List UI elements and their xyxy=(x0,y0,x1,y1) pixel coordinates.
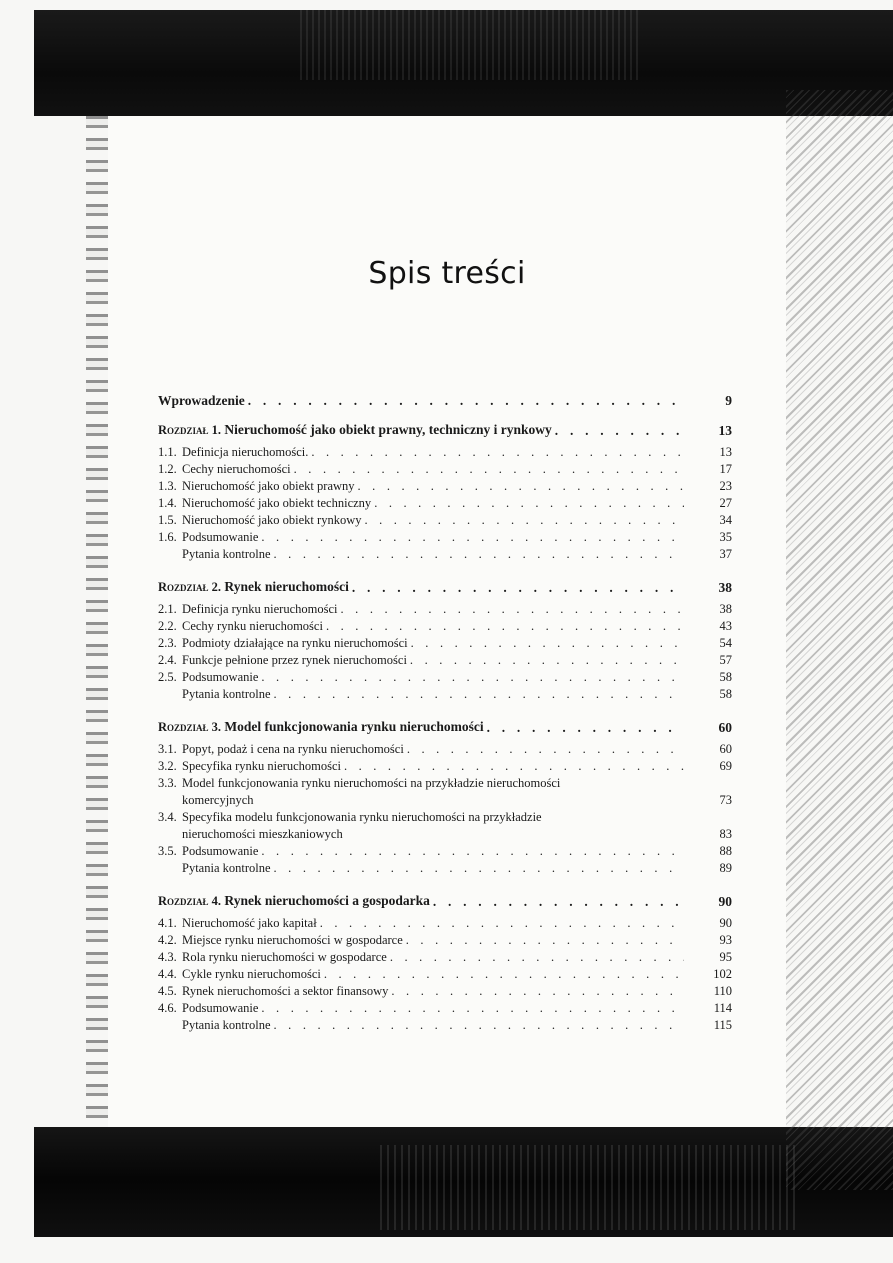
leader-dots xyxy=(320,915,684,932)
entry-number: 1.2. xyxy=(158,462,177,476)
chapter-title: Rynek nieruchomości a gospodarka xyxy=(224,893,430,908)
toc-entry[interactable] xyxy=(158,915,732,932)
entry-title: Nieruchomość jako obiekt rynkowy xyxy=(182,513,362,527)
entry-title: Nieruchomość jako kapitał xyxy=(182,916,317,930)
leader-dots xyxy=(274,686,684,703)
scan-noise-top xyxy=(300,10,640,80)
entry-page: 90 xyxy=(719,916,732,930)
entry-title: Miejsce rynku nieruchomości w gospodarce xyxy=(182,933,403,947)
leader-dots xyxy=(344,758,684,775)
entry-page: 43 xyxy=(719,619,732,633)
toc-questions[interactable] xyxy=(158,546,732,563)
entry-number: 2.4. xyxy=(158,653,177,667)
entry-page: 17 xyxy=(719,462,732,476)
leader-dots xyxy=(261,669,684,686)
questions-page: 115 xyxy=(713,1018,732,1032)
entry-page: 35 xyxy=(719,530,732,544)
entry-number: 1.5. xyxy=(158,513,177,527)
leader-dots xyxy=(390,949,684,966)
leader-dots xyxy=(374,495,684,512)
entry-page: 93 xyxy=(719,933,732,947)
leader-dots xyxy=(341,601,684,618)
leader-dots xyxy=(391,983,684,1000)
toc-entry[interactable] xyxy=(158,932,732,949)
chapter-title: Nieruchomość jako obiekt prawny, techniczny i rynkowy xyxy=(224,422,552,437)
entry-page: 88 xyxy=(719,844,732,858)
toc-entry[interactable] xyxy=(158,601,732,618)
entry-page: 58 xyxy=(719,670,732,684)
entry-number: 1.4. xyxy=(158,496,177,510)
leader-dots xyxy=(311,444,684,461)
entry-number: 2.3. xyxy=(158,636,177,650)
scan-edge-noise xyxy=(786,90,893,1190)
toc-entry[interactable] xyxy=(158,843,732,860)
entry-number: 4.5. xyxy=(158,984,177,998)
entry-number: 2.1. xyxy=(158,602,177,616)
table-of-contents xyxy=(158,392,732,1034)
toc-questions[interactable] xyxy=(158,686,732,703)
toc-entry[interactable] xyxy=(158,669,732,686)
chapter-prefix: Rozdział 2. xyxy=(158,580,222,594)
leader-dots xyxy=(358,478,684,495)
leader-dots xyxy=(407,741,684,758)
entry-page: 57 xyxy=(719,653,732,667)
entry-title: Cechy rynku nieruchomości xyxy=(182,619,323,633)
entry-page: 23 xyxy=(719,479,732,493)
questions-title: Pytania kontrolne xyxy=(182,1018,271,1032)
entry-number: 1.3. xyxy=(158,479,177,493)
leader-dots xyxy=(411,635,684,652)
chapter-page: 90 xyxy=(718,894,732,909)
scan-noise-bottom xyxy=(380,1145,800,1230)
chapter-prefix: Rozdział 4. xyxy=(158,894,222,908)
entry-page: 34 xyxy=(719,513,732,527)
toc-entry[interactable] xyxy=(158,775,732,809)
entry-number: 4.4. xyxy=(158,967,177,981)
entry-page: 13 xyxy=(719,445,732,459)
entry-page: 95 xyxy=(719,950,732,964)
toc-intro-page: 9 xyxy=(725,393,732,408)
entry-title-cont: komercyjnych xyxy=(182,793,254,807)
entry-title: Nieruchomość jako obiekt prawny xyxy=(182,479,355,493)
toc-intro[interactable] xyxy=(158,392,732,409)
leader-dots xyxy=(274,1017,684,1034)
entry-title: Rynek nieruchomości a sektor finansowy xyxy=(182,984,389,998)
entry-title: Definicja nieruchomości. xyxy=(182,445,309,459)
entry-number: 3.5. xyxy=(158,844,177,858)
entry-title-cont: nieruchomości mieszkaniowych xyxy=(182,827,343,841)
entry-page: 69 xyxy=(719,759,732,773)
leader-dots xyxy=(248,392,684,409)
entry-title: Definicja rynku nieruchomości xyxy=(182,602,338,616)
document-page xyxy=(108,116,786,1127)
questions-title: Pytania kontrolne xyxy=(182,687,271,701)
entry-title: Podsumowanie xyxy=(182,670,259,684)
entry-page: 110 xyxy=(713,984,732,998)
toc-entry[interactable] xyxy=(158,512,732,529)
entry-title: Podmioty działające na rynku nieruchomości xyxy=(182,636,408,650)
entry-page: 83 xyxy=(719,827,732,841)
toc-chapter-2[interactable] xyxy=(158,579,732,596)
entry-title: Specyfika rynku nieruchomości xyxy=(182,759,341,773)
entry-page: 60 xyxy=(719,742,732,756)
chapter-prefix: Rozdział 3. xyxy=(158,720,222,734)
toc-entry[interactable] xyxy=(158,652,732,669)
entry-title: Cykle rynku nieruchomości xyxy=(182,967,321,981)
entry-title: Cechy nieruchomości xyxy=(182,462,291,476)
toc-entry[interactable] xyxy=(158,758,732,775)
toc-entry[interactable] xyxy=(158,949,732,966)
leader-dots xyxy=(364,512,684,529)
leader-dots xyxy=(555,422,684,439)
entry-number: 1.6. xyxy=(158,530,177,544)
entry-title: Popyt, podaż i cena na rynku nieruchomości xyxy=(182,742,404,756)
toc-questions[interactable] xyxy=(158,1017,732,1034)
chapter-prefix: Rozdział 1. xyxy=(158,423,222,437)
questions-page: 58 xyxy=(719,687,732,701)
entry-title: Funkcje pełnione przez rynek nieruchomości xyxy=(182,653,407,667)
toc-questions[interactable] xyxy=(158,860,732,877)
leader-dots xyxy=(406,932,684,949)
toc-entry[interactable] xyxy=(158,809,732,843)
toc-entry[interactable] xyxy=(158,478,732,495)
leader-dots xyxy=(352,579,684,596)
leader-dots xyxy=(294,461,684,478)
chapter-title: Rynek nieruchomości xyxy=(224,579,349,594)
toc-chapter-3[interactable] xyxy=(158,719,732,736)
leader-dots xyxy=(487,719,684,736)
questions-page: 89 xyxy=(719,861,732,875)
toc-chapter-1[interactable] xyxy=(158,422,732,439)
toc-entry[interactable] xyxy=(158,444,732,461)
leader-dots xyxy=(410,652,684,669)
entry-page: 73 xyxy=(719,793,732,807)
leader-dots xyxy=(274,860,684,877)
chapter-title: Model funkcjonowania rynku nieruchomości xyxy=(224,719,484,734)
toc-chapter-4[interactable] xyxy=(158,893,732,910)
toc-entry[interactable] xyxy=(158,461,732,478)
leader-dots xyxy=(261,843,684,860)
toc-intro-label: Wprowadzenie xyxy=(158,393,245,408)
page-title: Spis treści xyxy=(368,256,526,291)
toc-entry[interactable] xyxy=(158,983,732,1000)
entry-number: 4.3. xyxy=(158,950,177,964)
chapter-page: 60 xyxy=(718,720,732,735)
questions-page: 37 xyxy=(719,547,732,561)
toc-entry[interactable] xyxy=(158,618,732,635)
entry-number: 3.1. xyxy=(158,742,177,756)
entry-number: 4.2. xyxy=(158,933,177,947)
leader-dots xyxy=(261,529,684,546)
entry-number: 3.4. xyxy=(158,810,177,824)
entry-number: 2.2. xyxy=(158,619,177,633)
entry-page: 38 xyxy=(719,602,732,616)
entry-title: Specyfika modelu funkcjonowania rynku nieruchomości na przykładzie xyxy=(182,810,542,824)
questions-title: Pytania kontrolne xyxy=(182,861,271,875)
leader-dots xyxy=(324,966,684,983)
toc-entry[interactable] xyxy=(158,635,732,652)
leader-dots xyxy=(274,546,684,563)
scan-binding-shadow xyxy=(86,116,108,1127)
entry-number: 3.2. xyxy=(158,759,177,773)
toc-entry[interactable] xyxy=(158,966,732,983)
entry-title: Rola rynku nieruchomości w gospodarce xyxy=(182,950,387,964)
entry-page: 114 xyxy=(713,1001,732,1015)
questions-title: Pytania kontrolne xyxy=(182,547,271,561)
entry-page: 54 xyxy=(719,636,732,650)
leader-dots xyxy=(433,893,684,910)
entry-number: 1.1. xyxy=(158,445,177,459)
entry-number: 2.5. xyxy=(158,670,177,684)
leader-dots xyxy=(326,618,684,635)
toc-entry[interactable] xyxy=(158,741,732,758)
entry-title: Podsumowanie xyxy=(182,530,259,544)
toc-entry[interactable] xyxy=(158,1000,732,1017)
entry-title: Podsumowanie xyxy=(182,844,259,858)
chapter-page: 38 xyxy=(718,580,732,595)
entry-number: 4.1. xyxy=(158,916,177,930)
entry-title: Nieruchomość jako obiekt techniczny xyxy=(182,496,372,510)
entry-title: Podsumowanie xyxy=(182,1001,259,1015)
entry-number: 3.3. xyxy=(158,776,177,790)
toc-entry[interactable] xyxy=(158,495,732,512)
toc-entry[interactable] xyxy=(158,529,732,546)
chapter-page: 13 xyxy=(718,423,732,438)
entry-number: 4.6. xyxy=(158,1001,177,1015)
entry-page: 27 xyxy=(719,496,732,510)
leader-dots xyxy=(261,1000,684,1017)
entry-page: 102 xyxy=(713,967,732,981)
entry-title: Model funkcjonowania rynku nieruchomości na przykładzie nieruchomości xyxy=(182,776,561,790)
